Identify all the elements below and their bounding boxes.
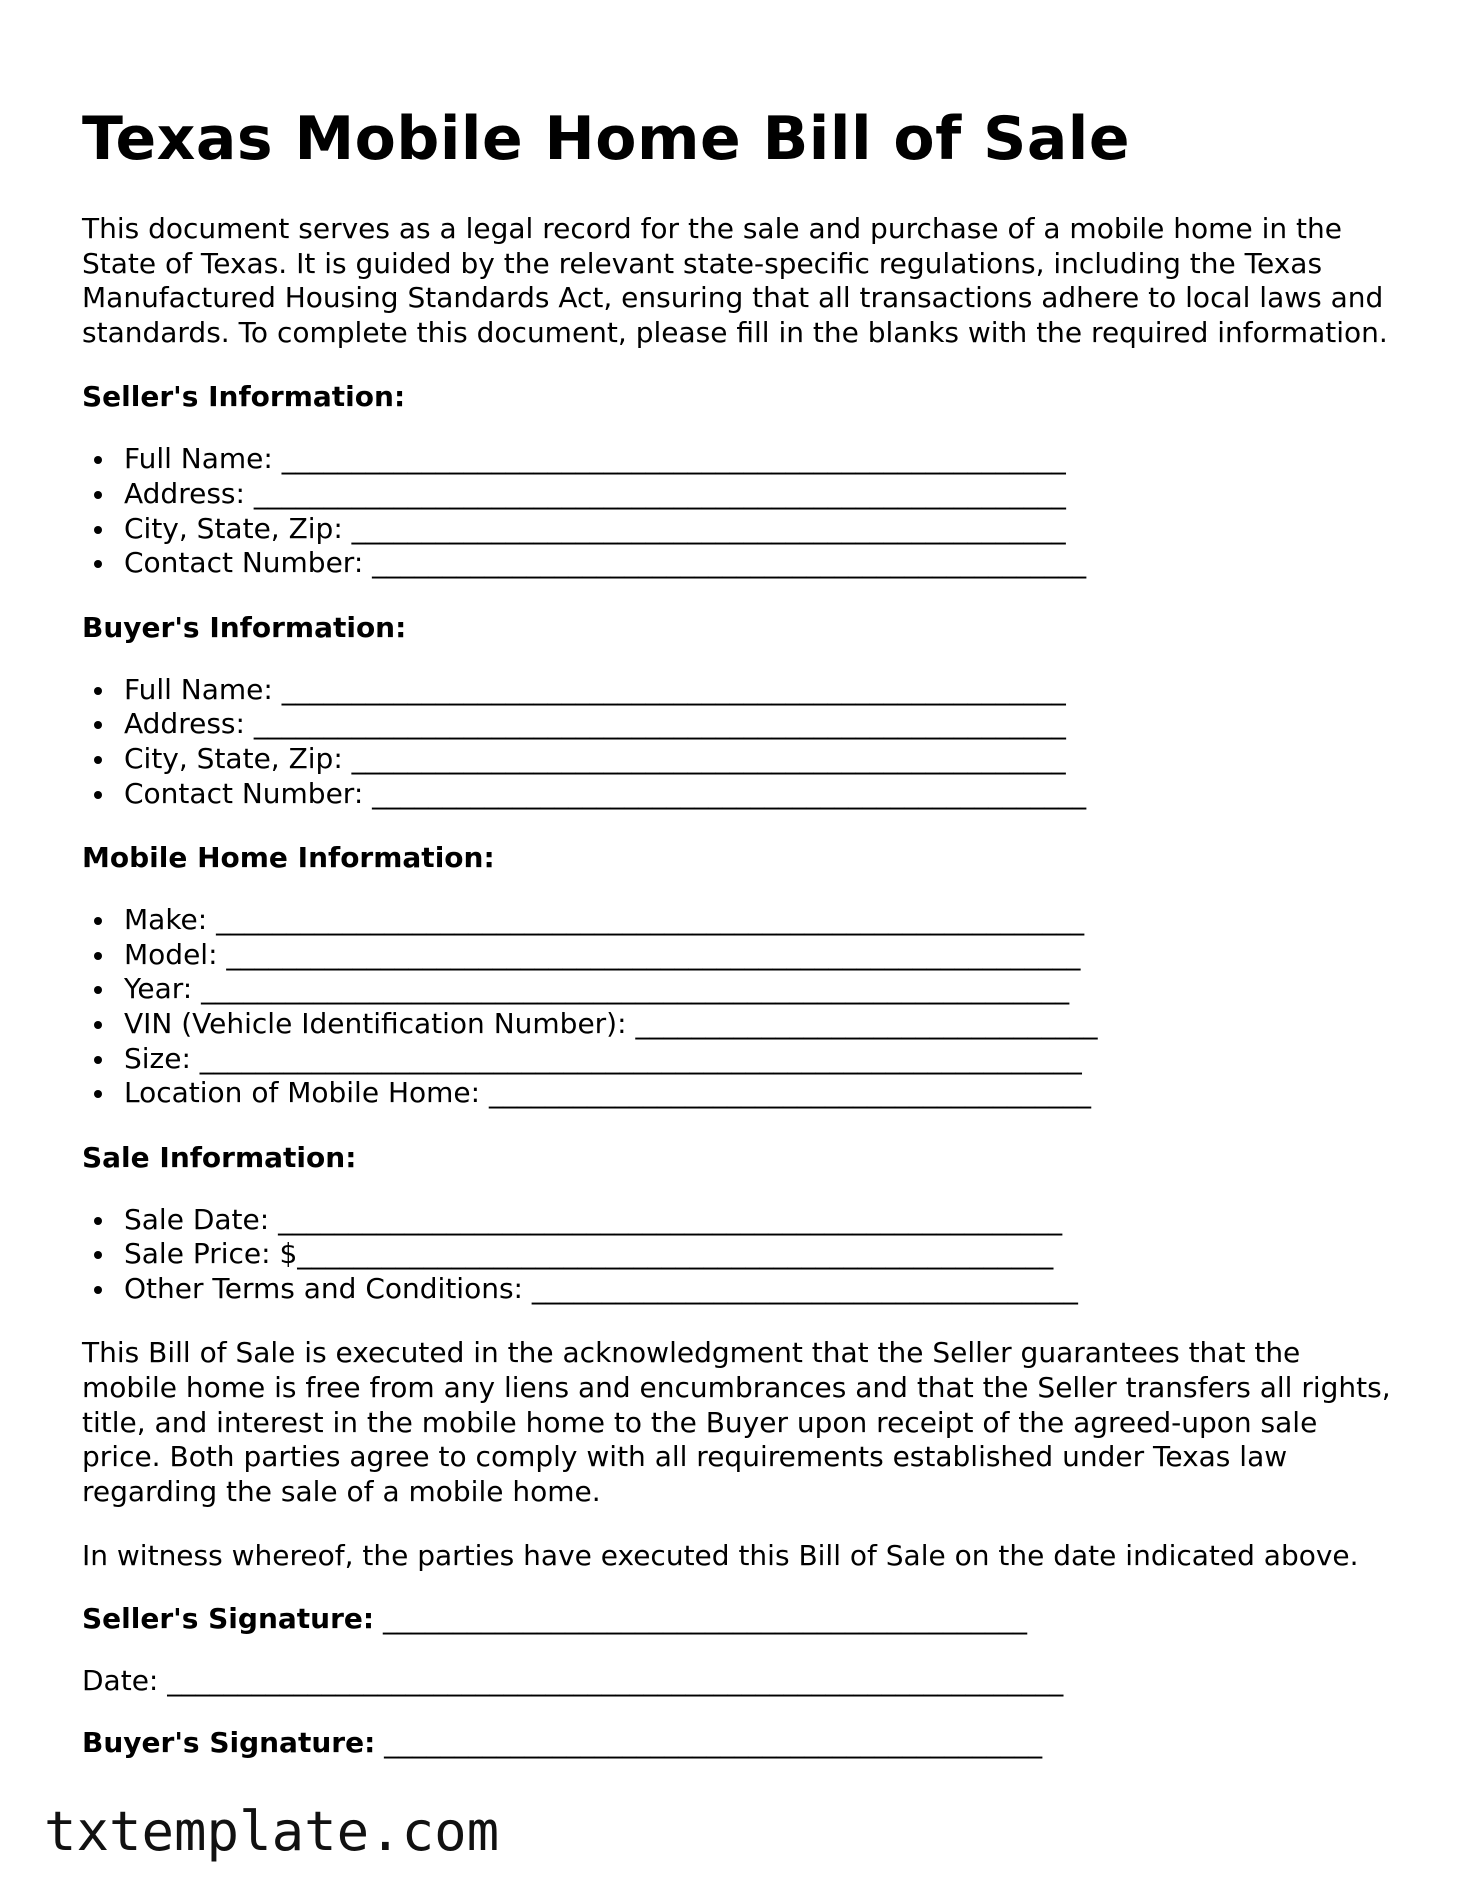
year-field: Year: ______________________________________________________________ [124,972,1402,1007]
buyer-address-field: Address: __________________________________________________________ [124,707,1402,742]
seller-info-list [82,442,1402,580]
date-row [82,1664,1402,1698]
sale-price-field: Sale Price: $______________________________________________________ [124,1237,1402,1272]
seller-signature-row [82,1602,1402,1636]
buyer-contact-number-field: Contact Number: ___________________________________________________ [124,777,1402,812]
vin-field: VIN (Vehicle Identification Number): _________________________________ [124,1007,1402,1042]
buyer-city-state-zip-field: City, State, Zip: ___________________________________________________ [124,742,1402,777]
mobile-home-info-heading: Mobile Home Information: [82,841,495,875]
buyer-full-name-field: Full Name: ________________________________________________________ [124,673,1402,708]
size-field: Size: _______________________________________________________________ [124,1042,1402,1077]
date-line: ________________________________________________________________ [158,1664,1064,1698]
date-label: Date: [82,1664,159,1698]
seller-contact-number-field: Contact Number: ___________________________________________________ [124,546,1402,581]
sale-info-heading: Sale Information: [82,1140,357,1174]
closing-paragraph: This Bill of Sale is executed in the acknowledgment that the Seller guarantees that the mobile home is free from any liens and encumbrances and that the Seller transfers all rights, title, and interest in the mobile home to the Buyer upon receipt of the agreed-upon sale price. Both parties agree to comply with all requirements established under Texas law regarding the sale of a mobile home. [82,1336,1391,1508]
seller-signature-line: ______________________________________________ [374,1602,1027,1636]
page-title: Texas Mobile Home Bill of Sale [82,104,1131,174]
make-field: Make: ______________________________________________________________ [124,903,1402,938]
seller-full-name-field: Full Name: ________________________________________________________ [124,442,1402,477]
buyer-info-heading: Buyer's Information: [82,610,407,644]
buyer-signature-line: _______________________________________________ [375,1726,1043,1760]
seller-signature-label: Seller's Signature: [82,1602,375,1636]
buyer-signature-row [82,1726,1402,1760]
model-field: Model: _____________________________________________________________ [124,938,1402,973]
witness-paragraph: In witness whereof, the parties have executed this Bill of Sale on the date indicated above. [82,1539,1359,1573]
seller-city-state-zip-field: City, State, Zip: ___________________________________________________ [124,512,1402,547]
watermark-text: txtemplate.com [44,1800,500,1863]
mobile-home-info-list [82,903,1402,1111]
seller-info-heading: Seller's Information: [82,380,406,414]
sale-info-list [82,1203,1402,1307]
intro-paragraph: This document serves as a legal record for the sale and purchase of a mobile home in the State of Texas. It is guided by the relevant state-specific regulations, including the Texas Manufactured Housing Standards Act, ensuring that all transactions adhere to local laws and standards. To complete this document, please fill in the blanks with the required information. [82,212,1388,349]
location-field: Location of Mobile Home: ___________________________________________ [124,1076,1402,1111]
other-terms-field: Other Terms and Conditions: _______________________________________ [124,1272,1402,1307]
buyer-info-list [82,673,1402,811]
document-page [82,98,1402,1760]
buyer-signature-label: Buyer's Signature: [82,1726,376,1760]
sale-date-field: Sale Date: ________________________________________________________ [124,1203,1402,1238]
seller-address-field: Address: __________________________________________________________ [124,477,1402,512]
